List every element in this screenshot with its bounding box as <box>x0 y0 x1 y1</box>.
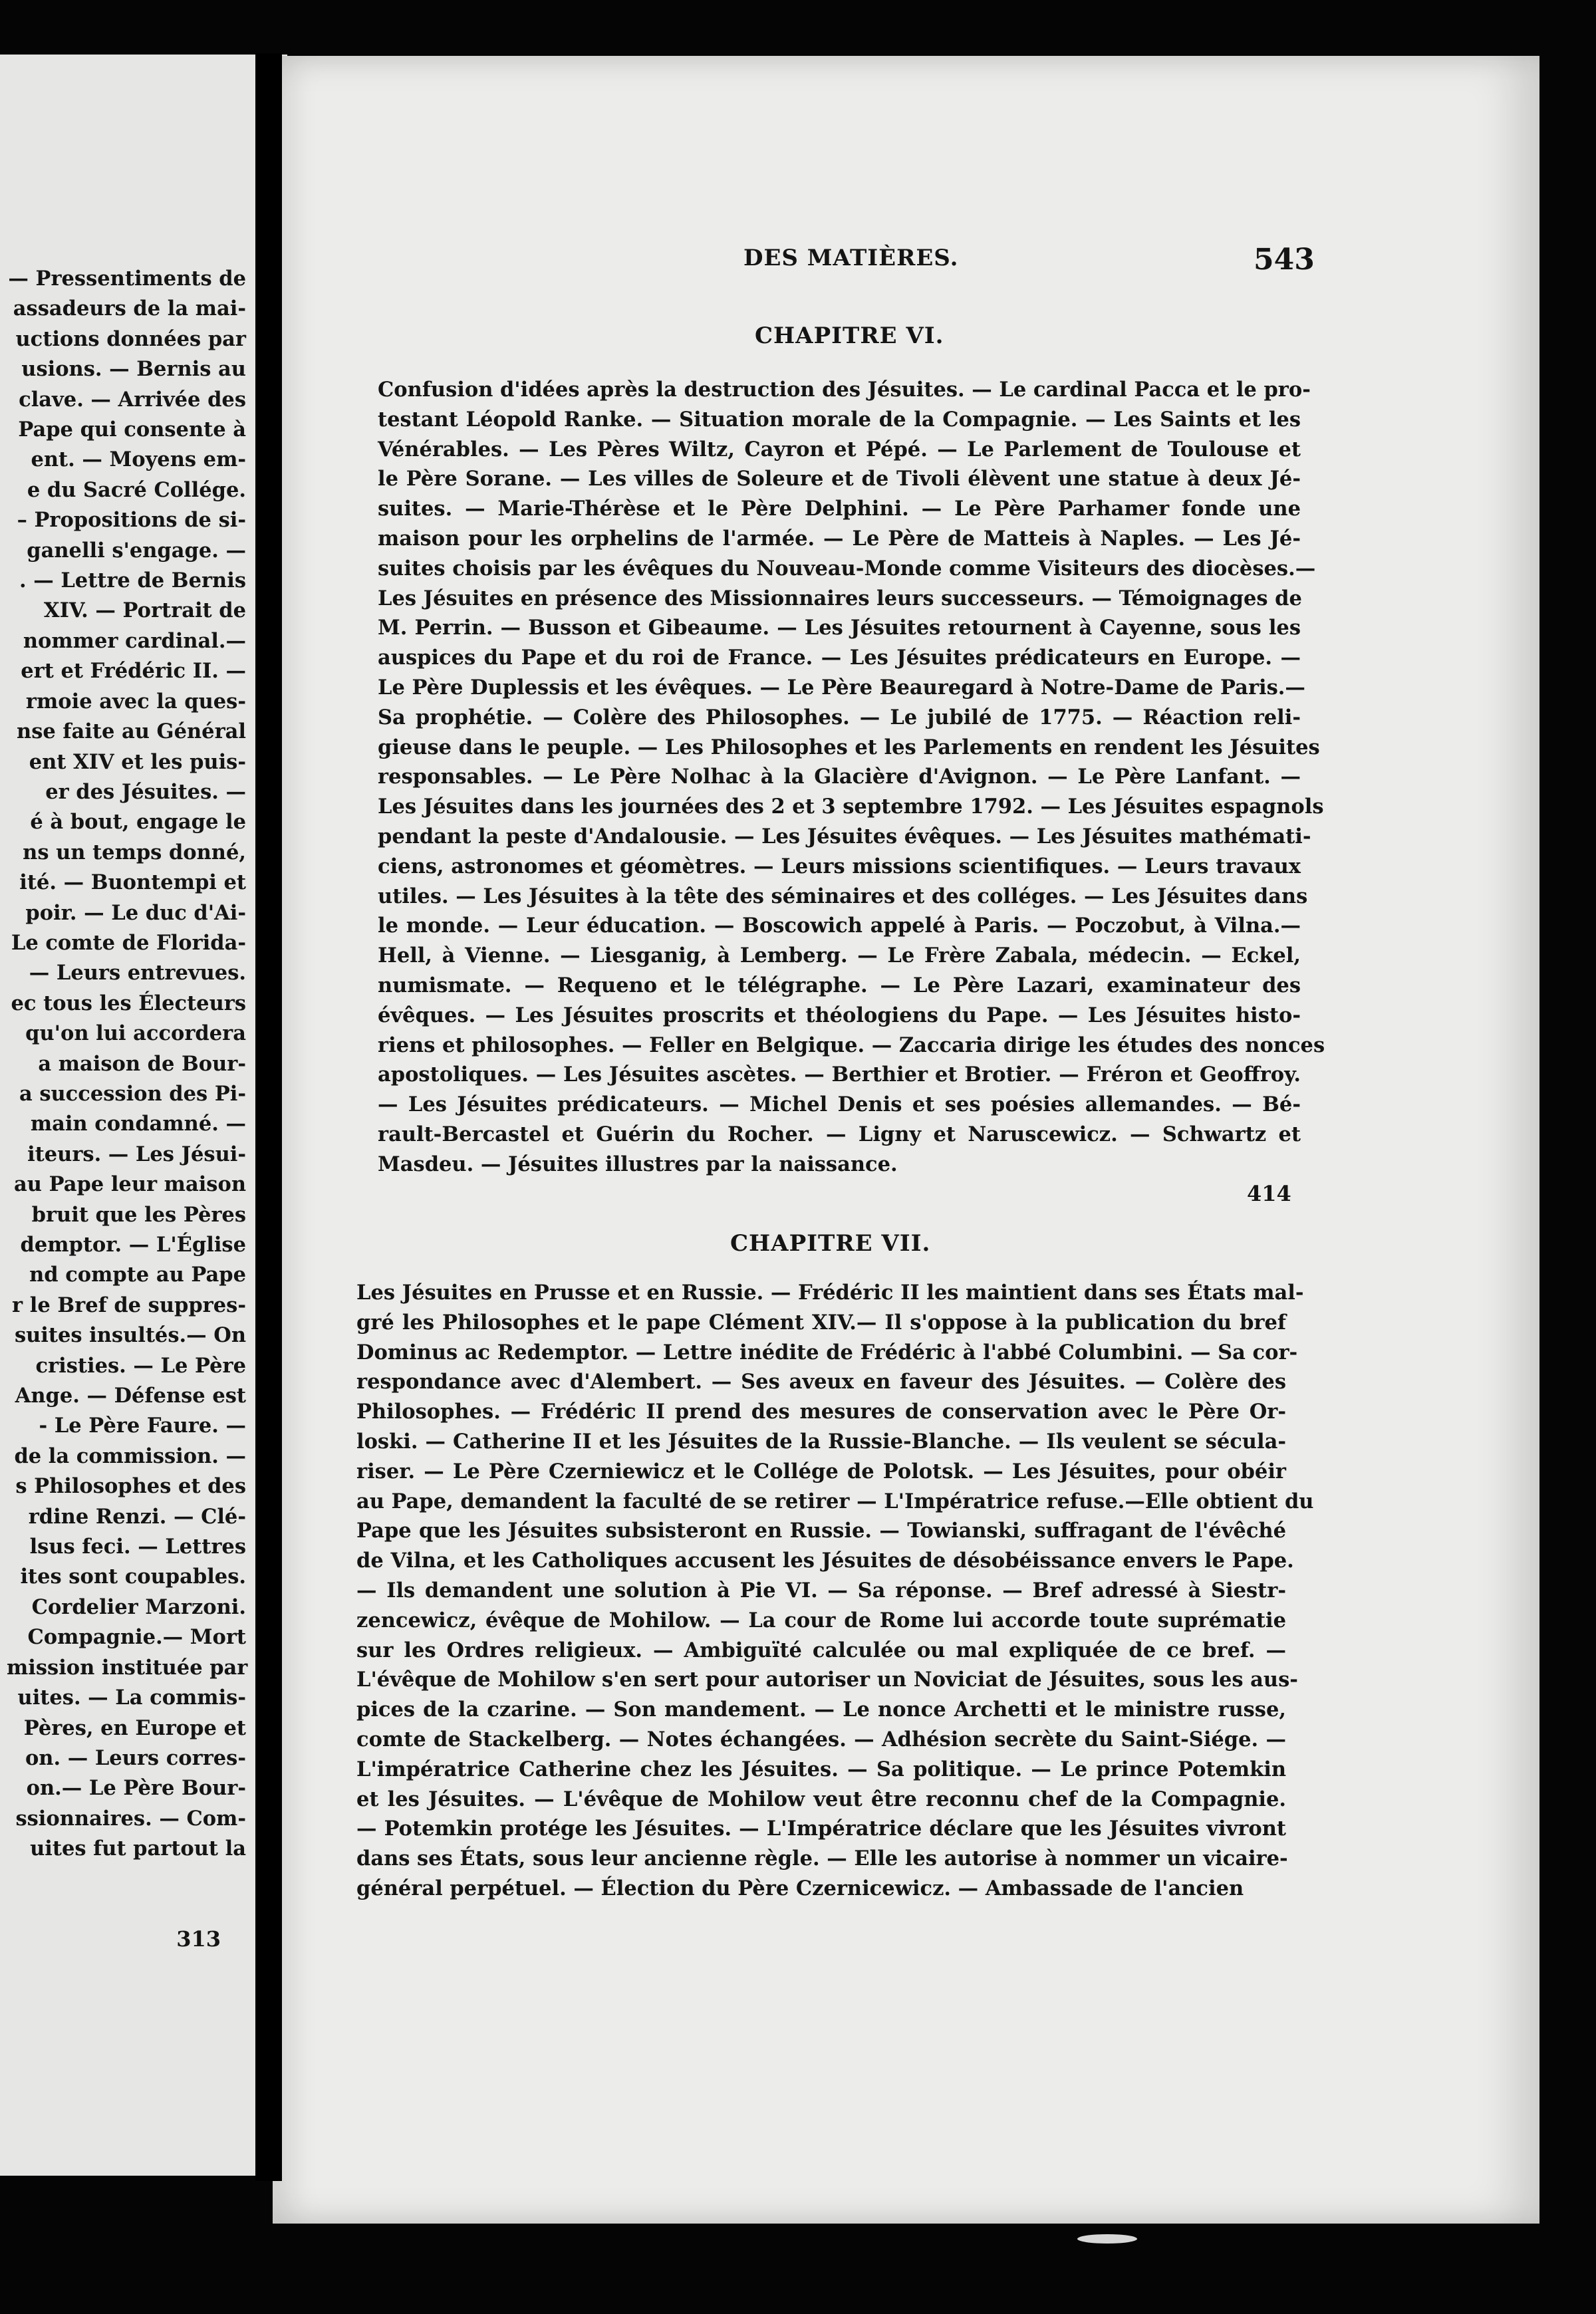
chapter-vii-line: dans ses États, sous leur ancienne règle. — Elle les autorise à nommer un vicaire- <box>356 1847 1288 1871</box>
chapter-vi-line: suites. — Marie-Thérèse et le Père Delphini. — Le Père Parhamer fonde une <box>378 497 1301 521</box>
left-page-line: usions. — Bernis au <box>21 357 246 382</box>
left-page-line: bruit que les Pères <box>31 1202 246 1227</box>
chapter-vi-summary <box>378 375 1325 1180</box>
left-page-line: main condamné. — <box>30 1112 246 1136</box>
left-page-line: iteurs. — Les Jésui- <box>27 1142 246 1166</box>
running-head: DES MATIÈRES. <box>743 245 959 271</box>
left-page-line: lsus feci. — Lettres <box>29 1535 246 1559</box>
left-page-line: Pape qui consente à <box>18 418 246 442</box>
chapter-vii-line: Pape que les Jésuites subsisteront en Russie. — Towianski, suffragant de l'évêché <box>356 1519 1286 1543</box>
chapter-vii-line: loski. — Catherine II et les Jésuites de la Russie-Blanche. — Ils veulent se sécula- <box>356 1429 1286 1454</box>
chapter-vi-line: auspices du Pape et du roi de France. — Les Jésuites prédicateurs en Europe. — <box>378 646 1301 670</box>
chapter-vii-line: L'impératrice Catherine chez les Jésuites. — Sa politique. — Le prince Potemkin <box>356 1757 1286 1781</box>
chapter-vii-summary <box>356 1278 1314 1904</box>
left-page-line: é à bout, engage le <box>30 810 246 835</box>
left-page-line: ent. — Moyens em- <box>31 448 246 472</box>
left-page-line: er des Jésuites. — <box>45 779 246 804</box>
chapter-vi-line: testant Léopold Ranke. — Situation morale de la Compagnie. — Les Saints et les <box>378 407 1301 432</box>
chapter-vii-line: Dominus ac Redemptor. — Lettre inédite de Frédéric à l'abbé Columbini. — Sa cor- <box>356 1340 1298 1364</box>
left-page-line: Pères, en Europe et <box>23 1716 246 1740</box>
chapter-vii-line: pices de la czarine. — Son mandement. — Le nonce Archetti et le ministre russe, <box>356 1698 1286 1722</box>
left-page-line: rmoie avec la ques- <box>25 689 246 713</box>
left-page-line: poir. — Le duc d'Ai- <box>25 900 246 925</box>
left-page-line: a maison de Bour- <box>38 1051 246 1076</box>
left-page-line: nd compte au Pape <box>29 1263 246 1287</box>
chapter-vii-line: L'évêque de Mohilow s'en sert pour autoriser un Noviciat de Jésuites, sous les aus- <box>356 1668 1298 1692</box>
page-ornament <box>1077 2234 1137 2244</box>
left-page-line: uites fut partout la <box>30 1837 246 1861</box>
chapter-vii-line: comte de Stackelberg. — Notes échangées. — Adhésion secrète du Saint-Siége. — <box>356 1727 1286 1751</box>
left-page-line: — Leurs entrevues. <box>29 961 246 985</box>
left-page-line: e du Sacré Collége. <box>27 477 246 502</box>
chapter-vi-line: pendant la peste d'Andalousie. — Les Jésuites évêques. — Les Jésuites mathémati- <box>378 824 1311 848</box>
left-page-line: de la commission. — <box>14 1444 246 1468</box>
left-page-folio: 313 <box>176 1926 221 1952</box>
chapter-vi-line: évêques. — Les Jésuites proscrits et théologiens du Pape. — Les Jésuites histo- <box>378 1003 1301 1027</box>
chapter-vi-line: — Les Jésuites prédicateurs. — Michel Denis et ses poésies allemandes. — Bé- <box>378 1093 1301 1117</box>
left-page-line: ent XIV et les puis- <box>29 749 246 774</box>
left-page-text <box>7 264 246 1864</box>
left-page-line: ns un temps donné, <box>23 840 246 864</box>
left-page <box>0 55 287 2176</box>
chapter-vi-line: Hell, à Vienne. — Liesganig, à Lemberg. — Le Frère Zabala, médecin. — Eckel, <box>378 944 1301 968</box>
left-page-line: ert et Frédéric II. — <box>21 659 246 684</box>
chapter-vii-line: Les Jésuites en Prusse et en Russie. — Frédéric II les maintient dans ses États mal- <box>356 1281 1304 1305</box>
left-page-line: ssionnaires. — Com- <box>15 1806 246 1831</box>
chapter-vii-line: général perpétuel. — Élection du Père Czernicewicz. — Ambassade de l'ancien <box>356 1876 1244 1900</box>
chapter-vii-line: gré les Philosophes et le pape Clément XIV.— Il s'oppose à la publication du bref <box>356 1310 1286 1335</box>
chapter-vi-line: numismate. — Requeno et le télégraphe. — Le Père Lazari, examinateur des <box>378 973 1301 997</box>
chapter-vi-line: Le Père Duplessis et les évêques. — Le Père Beauregard à Notre-Dame de Paris.— <box>378 675 1305 700</box>
page-number: 543 <box>1254 243 1315 277</box>
chapter-vi-line: utiles. — Les Jésuites à la tête des séminaires et des colléges. — Les Jésuites dans <box>378 884 1308 908</box>
chapter-vi-line: suites choisis par les évêques du Nouveau-Monde comme Visiteurs des diocèses.— <box>378 556 1316 580</box>
chapter-vi-line: riens et philosophes. — Feller en Belgique. — Zaccaria dirige les études des nonces <box>378 1033 1325 1057</box>
left-page-line: – Propositions de si- <box>17 508 246 533</box>
left-page-line: s Philosophes et des <box>15 1474 246 1499</box>
left-page-line: Le comte de Florida- <box>11 930 246 955</box>
left-page-line: ec tous les Électeurs <box>11 991 246 1015</box>
chapter-vi-line: rault-Bercastel et Guérin du Rocher. — Ligny et Naruscewicz. — Schwartz et <box>378 1122 1301 1146</box>
left-page-line: assadeurs de la mai- <box>13 297 246 321</box>
chapter-vi-title: CHAPITRE VI. <box>755 322 944 349</box>
chapter-vi-line: le Père Sorane. — Les villes de Soleure et de Tivoli élèvent une statue à deux Jé- <box>378 467 1301 491</box>
chapter-vi-line: ciens, astronomes et géomètres. — Leurs missions scientifiques. — Leurs travaux <box>378 854 1301 878</box>
chapter-vi-line: Masdeu. — Jésuites illustres par la naissance. <box>378 1152 898 1176</box>
left-page-line: Ange. — Défense est <box>15 1384 246 1408</box>
left-page-line: clave. — Arrivée des <box>19 387 246 412</box>
chapter-vii-line: — Potemkin protége les Jésuites. — L'Impératrice déclare que les Jésuites vivront <box>356 1817 1286 1841</box>
chapter-vii-line: et les Jésuites. — L'évêque de Mohilow veut être reconnu chef de la Compagnie. <box>356 1787 1286 1811</box>
left-page-line: Cordelier Marzoni. <box>31 1595 246 1619</box>
chapter-vi-line: le monde. — Leur éducation. — Boscowich appelé à Paris. — Poczobut, à Vilna.— <box>378 914 1301 938</box>
chapter-vii-line: de Vilna, et les Catholiques accusent les Jésuites de désobéissance envers le Pape. <box>356 1549 1294 1573</box>
left-page-line: demptor. — L'Église <box>20 1233 246 1257</box>
left-page-line: ites sont coupables. <box>20 1565 246 1589</box>
left-page-line: XIV. — Portrait de <box>43 598 246 623</box>
left-page-line: au Pape leur maison <box>14 1172 246 1197</box>
chapter-vi-line: Confusion d'idées après la destruction des Jésuites. — Le cardinal Pacca et le pro- <box>378 378 1311 402</box>
chapter-vii-line: au Pape, demandent la faculté de se retirer — L'Impératrice refuse.—Elle obtient du <box>356 1489 1314 1513</box>
chapter-vi-line: Les Jésuites dans les journées des 2 et 3 septembre 1792. — Les Jésuites espagnols <box>378 795 1324 819</box>
left-page-line: nommer cardinal.— <box>23 628 246 653</box>
left-page-line: uctions données par <box>15 326 246 351</box>
chapter-vii-line: zencewicz, évêque de Mohilow. — La cour de Rome lui accorde toute suprématie <box>356 1608 1286 1632</box>
left-page-line: . — Lettre de Bernis <box>19 569 246 593</box>
left-page-line: qu'on lui accordera <box>25 1021 246 1046</box>
left-page-line: nse faite au Général <box>17 719 246 744</box>
chapter-vi-line: maison pour les orphelins de l'armée. — Le Père de Matteis à Naples. — Les Jé- <box>378 526 1301 551</box>
chapter-vii-line: respondance avec d'Alembert. — Ses aveux en faveur des Jésuites. — Colère des <box>356 1370 1286 1394</box>
chapter-vi-line: M. Perrin. — Busson et Gibeaume. — Les Jésuites retournent à Cayenne, sous les <box>378 616 1301 640</box>
chapter-vi-line: Sa prophétie. — Colère des Philosophes. — Le jubilé de 1775. — Réaction reli- <box>378 705 1301 729</box>
left-page-line: a succession des Pi- <box>19 1081 246 1106</box>
left-page-line: cristies. — Le Père <box>35 1353 246 1378</box>
chapter-vii-line: sur les Ordres religieux. — Ambiguïté calculée ou mal expliquée de ce bref. — <box>356 1638 1286 1662</box>
chapter-vii-line: — Ils demandent une solution à Pie VI. — Sa réponse. — Bref adressé à Siestr- <box>356 1578 1286 1603</box>
left-page-line: uites. — La commis- <box>17 1686 246 1710</box>
left-page-line: rdine Renzi. — Clé- <box>28 1504 246 1529</box>
chapter-vii-title: CHAPITRE VII. <box>730 1230 931 1257</box>
left-page-line: - Le Père Faure. — <box>39 1414 246 1438</box>
chapter-vii-line: Philosophes. — Frédéric II prend des mesures de conservation avec le Père Or- <box>356 1400 1286 1424</box>
left-page-line: Compagnie.— Mort <box>27 1625 246 1650</box>
chapter-vii-line: riser. — Le Père Czerniewicz et le Collége de Polotsk. — Les Jésuites, pour obéir <box>356 1459 1286 1483</box>
left-page-line: ganelli s'engage. — <box>27 538 246 563</box>
chapter-vi-line: apostoliques. — Les Jésuites ascètes. — Berthier et Brotier. — Fréron et Geoffroy. <box>378 1063 1301 1087</box>
left-page-line: mission instituée par <box>7 1655 248 1680</box>
book-gutter <box>255 53 282 2181</box>
chapter-vi-folio: 414 <box>1247 1181 1291 1206</box>
chapter-vi-line: gieuse dans le peuple. — Les Philosophes et les Parlements en rendent les Jésuites <box>378 735 1320 759</box>
left-page-line: — Pressentiments de <box>8 267 246 291</box>
left-page-line: on.— Le Père Bour- <box>26 1776 246 1801</box>
left-page-line: ité. — Buontempi et <box>19 870 246 895</box>
left-page-line: r le Bref de suppres- <box>12 1293 246 1317</box>
left-page-line: on. — Leurs corres- <box>25 1745 246 1770</box>
chapter-vi-line: responsables. — Le Père Nolhac à la Glacière d'Avignon. — Le Père Lanfant. — <box>378 765 1301 789</box>
left-page-line: suites insultés.— On <box>14 1323 246 1348</box>
chapter-vi-line: Vénérables. — Les Pères Wiltz, Cayron et Pépé. — Le Parlement de Toulouse et <box>378 437 1301 461</box>
chapter-vi-line: Les Jésuites en présence des Missionnaires leurs successeurs. — Témoignages de <box>378 586 1302 610</box>
